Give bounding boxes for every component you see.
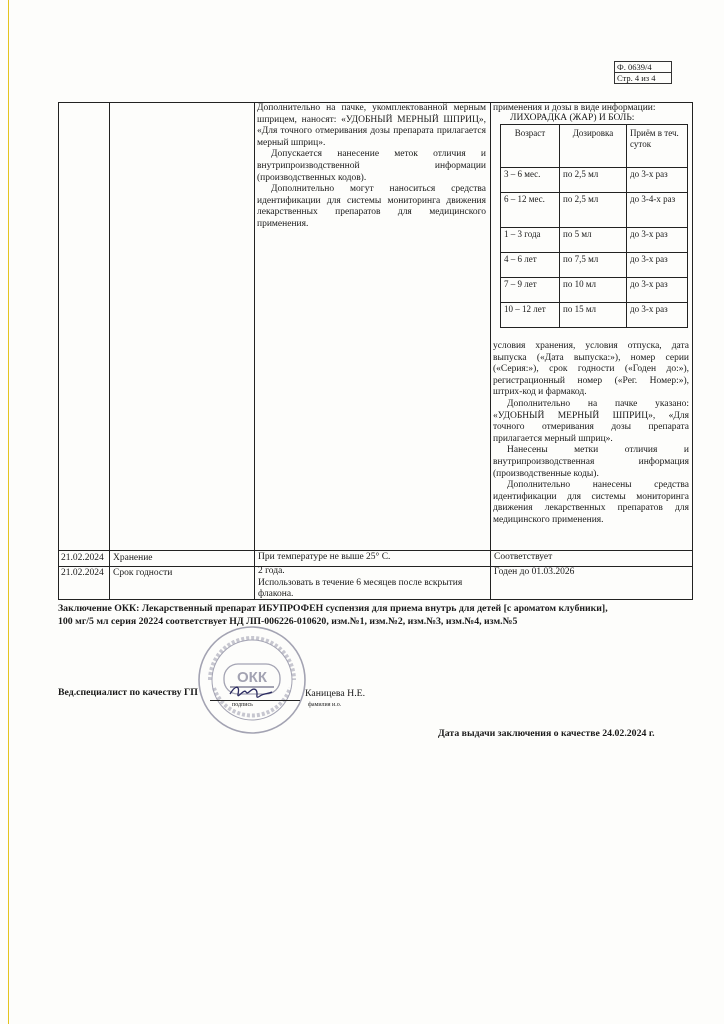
intake-cell: до 3-х раз (627, 303, 688, 328)
table-row (501, 278, 688, 303)
table-row (501, 303, 688, 328)
storage-requirement: При температуре не выше 25° С. (258, 552, 391, 562)
handwritten-signature-icon (226, 680, 276, 704)
age-cell: 6 – 12 мес. (501, 193, 560, 228)
header-age: Возраст (501, 125, 560, 168)
intake-cell: до 3-х раз (627, 228, 688, 253)
table-col-divider (109, 102, 110, 600)
paragraph: Допускается нанесение меток отличия и внутрипроизводственной информации (производственных кодов). (257, 149, 486, 183)
intake-cell: до 3-4-х раз (627, 193, 688, 228)
row-name: Хранение (113, 553, 153, 563)
dosage-cell: по 10 мл (560, 278, 627, 303)
packaging-requirements-cell (257, 103, 486, 231)
requirement-line: Использовать в течение 6 месяцев после вскрытия флакона. (258, 577, 463, 600)
dosage-cell: по 2,5 мл (560, 168, 627, 193)
row-date: 21.02.2024 (61, 553, 104, 563)
col4-intro: применения и дозы в виде информации: (493, 103, 656, 113)
form-number: Ф. 0639/4 (617, 62, 652, 72)
row-date: 21.02.2024 (61, 568, 104, 578)
paragraph: Дополнительно на пачке указано: «УДОБНЫЙ МЕРНЫЙ ШПРИЦ», «Для точного отмеривания дозы препарата прилагается мерный шприц». (493, 398, 689, 444)
requirement-line: 2 года. (258, 566, 285, 576)
header-dosage: Дозировка (560, 125, 627, 168)
age-cell: 7 – 9 лет (501, 278, 560, 303)
conclusion-line-1: Лекарственный препарат ИБУПРОФЕН суспензия для приема внутрь для детей [с ароматом клубники], (141, 603, 608, 614)
page-reference-box (614, 61, 672, 84)
dose-heading: ЛИХОРАДКА (ЖАР) И БОЛЬ: (510, 113, 635, 123)
table-row (501, 193, 688, 228)
table-row (501, 253, 688, 278)
intake-cell: до 3-х раз (627, 278, 688, 303)
paragraph: Нанесены метки отличия и внутрипроизводственная информация (производственные коды). (493, 445, 689, 479)
table-row (501, 168, 688, 193)
table-col-divider (490, 102, 491, 600)
table-header-row (501, 125, 688, 168)
header-intake: Приём в теч. суток (627, 125, 688, 168)
row-name: Срок годности (113, 568, 173, 578)
storage-result: Соответствует (494, 552, 553, 562)
dosage-cell: по 7,5 мл (560, 253, 627, 278)
packaging-results-cell (493, 341, 689, 527)
conclusion-label: Заключение ОКК: (58, 603, 140, 614)
dose-table (500, 124, 688, 328)
table-col-divider (254, 102, 255, 600)
stamp-text: ОКК (237, 669, 267, 686)
dosage-cell: по 15 мл (560, 303, 627, 328)
signature-label: Вед.специалист по качеству ГП (58, 687, 198, 698)
table-row-divider (58, 550, 693, 551)
page-number: Стр. 4 из 4 (615, 72, 671, 83)
intake-cell: до 3-х раз (627, 253, 688, 278)
paragraph: Дополнительно могут наноситься средства идентификации для системы мониторинга движения лекарственных препаратов для медицинского применения. (257, 184, 486, 229)
age-cell: 10 – 12 лет (501, 303, 560, 328)
paragraph: Дополнительно нанесены средства идентификации для системы мониторинга движения лекарственных препаратов для медицинского применения. (493, 480, 689, 525)
paragraph: Дополнительно на пачке, укомплектованной мерным шприцем, наносят: «УДОБНЫЙ МЕРНЫЙ ШПРИЦ», «Для точного отмеривания дозы препарата прилагается мерный шприц». (257, 103, 486, 148)
age-cell: 1 – 3 года (501, 228, 560, 253)
specialist-name: Каницева Н.Е. (305, 688, 366, 699)
name-caption: фамилия и.о. (308, 702, 342, 708)
signature-caption: подпись (232, 702, 253, 708)
dosage-cell: по 2,5 мл (560, 193, 627, 228)
age-cell: 3 – 6 мес. (501, 168, 560, 193)
issue-date: Дата выдачи заключения о качестве 24.02.2024 г. (438, 728, 655, 739)
shelf-life-result: Годен до 01.03.2026 (494, 567, 575, 577)
table-row (501, 228, 688, 253)
conclusion (58, 602, 698, 628)
age-cell: 4 – 6 лет (501, 253, 560, 278)
paragraph: условия хранения, условия отпуска, дата выпуска («Дата выпуска:»), номер серии («Серия:»), срок годности («Годен до:»), регистрационный номер («Рег. Номер:»), штрих-код и фармакод. (493, 341, 689, 398)
margin-line (8, 0, 9, 1024)
conclusion-line-2: 100 мг/5 мл серия 20224 соответствует НД ЛП-006226-010620, изм.№1, изм.№2, изм.№3, изм.№4, изм.№5 (58, 616, 518, 627)
intake-cell: до 3-х раз (627, 168, 688, 193)
dosage-cell: по 5 мл (560, 228, 627, 253)
shelf-life-requirement (258, 566, 486, 601)
